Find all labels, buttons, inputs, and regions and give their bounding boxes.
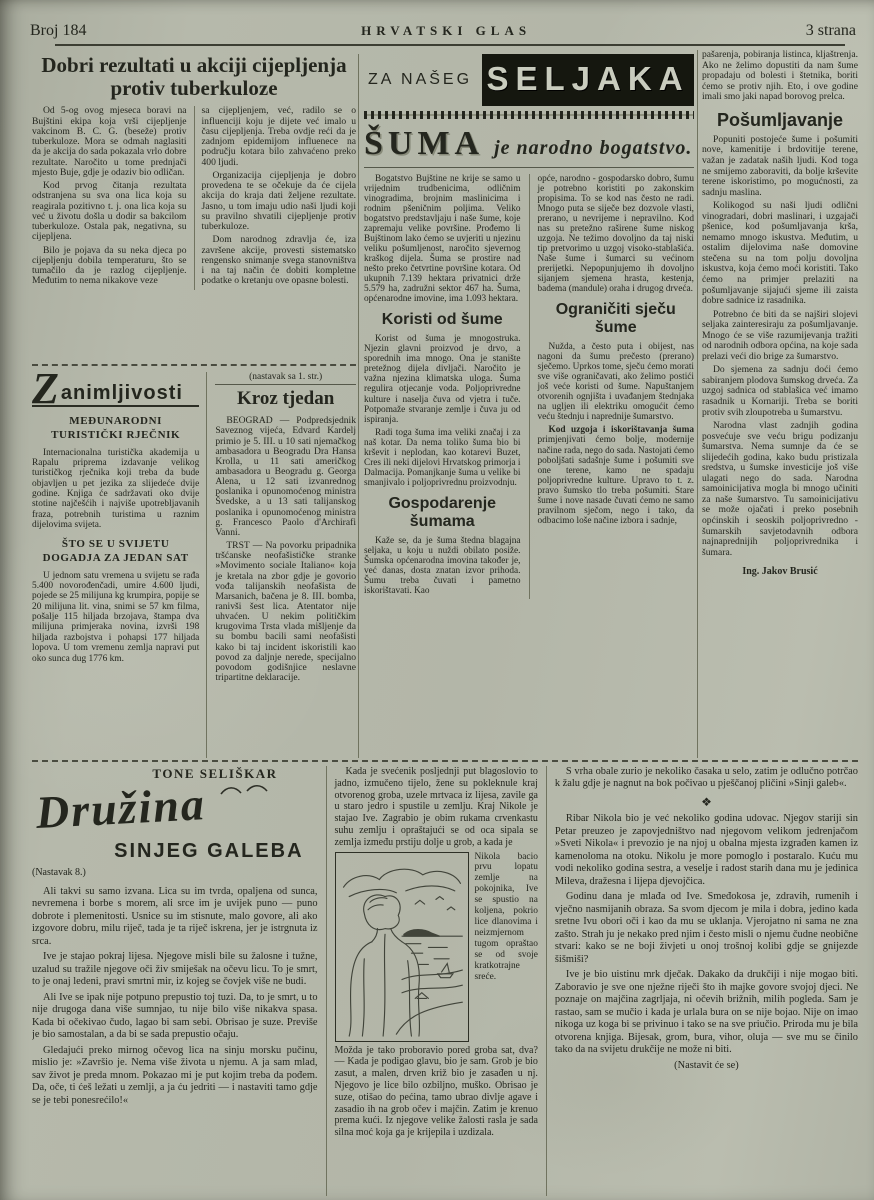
to-be-continued: (Nastavit će se) — [674, 1059, 739, 1071]
seljak-column-a — [364, 174, 529, 599]
suma-headline — [364, 125, 694, 168]
article-column — [194, 106, 357, 289]
paragraph: Organizacija cijepljenja je dobro provedena te se očekuje da će cijela akcija do kraja dati željene rezultate. Jasno, u tom imaju udio naši ljudi koji su pravilno shvatili cijepljenje protiv tuberkuloze. — [201, 169, 356, 233]
paragraph: Godinu dana je mlađa od Ive. Smeđokosa je, zdravih, rumenih i vječno nasmijanih obraza. Sa svom djecom je mila i dobra, jedino kada sretne Ivu obori oči i kao da mu se uklanja. Vjerojatno ni sama ne zna zašto. Strah ju je nekako pred njim i često misli o njemu čudne neobične stvari: kako se ne boji živjeti u onoj trošnoj kolibi gdje se gnijezde šišmiši? — [554, 891, 858, 965]
paragraph: Kada je svećenik posljednji put blagoslovio to jadno, izmučeno tijelo, žene su pokleknule kraj otvorenog groba, uzele mrtvaca iz lijesa, zavile ga u staro jedro i spustile u zemlju. Kraj Nikole je stajao Ive. Zagrabio je obim rukama crvenkastu suhu zemlju i opraštajući se od oca sipala se zemlja između prstiju dolje u grob, a kada je — [334, 766, 538, 848]
paragraph: Bilo je pojava da su neka djeca po cijepljenju dobila temperaturu, što se tumačilo da je razlog cijepljenje. Međutim to nema nikakove veze — [32, 244, 187, 287]
column-rule — [697, 50, 698, 758]
paragraph: Do sjemena za sadnju doći ćemo sabiranjem plodova šumskog drveća. Za uzgoj sadnica od stablašica već imamo rasadnik u Kornariji. Treba se boriti protiv svih zloupotreba u šumarstvu. — [702, 364, 858, 418]
article-column — [32, 106, 194, 289]
section-divider — [32, 760, 858, 762]
page-number: 3 strana — [805, 22, 856, 39]
issue-number: Broj 184 — [30, 22, 87, 39]
zanimljivosti-section — [32, 372, 206, 758]
serial-section — [32, 766, 858, 1196]
serial-author: TONE SELIŠKAR — [152, 766, 278, 781]
bold-lead: Kod uzgoja i iskorištavanja šuma — [548, 425, 694, 436]
flower-ornament-icon: ❖ — [701, 794, 712, 809]
paragraph: Kod uzgoja i iskorištavanja šuma primjenjivati ćemo bolje, modernije načine rada, nego do sada. Nastojati ćemo poboljšati sadašnje šume i pošumiti sve one terene, kamo ne spadaju poljoprivredne kulture. Upravo to t. z. pravo šumsko tlo treba pošumiti. Stare šume i nove nasade čuvati ćemo ne samo pravilnom sječom, nego i tako, da odbacimo loše načine izbora i sadnje, — [537, 425, 694, 526]
paragraph: Popuniti postojeće šume i pošumiti nove, kamenitije i brdovitije terene, važan je zadatak naših ljudi. Kod toga ne smijemo zaboraviti, da bolje krševite terene iskoristimo, po mogućnosti, za sadnju maslina. — [702, 133, 858, 198]
paragraph: BEOGRAD — Podpredsjednik Saveznog vijeća, Edvard Kardelj primio je 5. III. u 10 sati njemačkog ambasadora u Beogradu Dra Hansa Krolla, u 11 sati američkog ambasadora u Beogradu g. Georga Alena, u 12 sati izvanrednog poslanika i opunomoćenog ministra Švedske, a u 13 sati talijanskog poslanika i opunomoćenog ministra g. Francesco Paolo d'Archirafi Vanni. — [215, 415, 356, 538]
paragraph: Radi toga šuma ima veliki značaj i za naš kotar. Da nema toliko šuma bio bi krševit i neplodan, kao kotarevi Buzet, Cres ili neki dijelovi Hrvatskog primorja i Dalmacija. Pomanjkanje šuma u velike bi smanjivalo i poljoprivrednu proizvodnju. — [364, 427, 521, 488]
heading-posumljavanje: Pošumljavanje — [716, 109, 844, 130]
paragraph: Internacionalna turistička akademija u Rapalu priprema izdavanje velikog turističkog rječnika koji treba da bude objavljen u pet jezika za slijedeće dvije godine. Knjiga će sadržavati oko dvije stotine najčešćih i najviše upotrebljavanih fraza, potrebnih turistima u raznim dijelovima svijeta. — [32, 447, 200, 530]
paragraph: Ali Ive se ipak nije potpuno prepustio toj tuzi. Da, to je smrt, u to nije drugoga dana više sumnjao, tu nije bilo više nikakva spasa. Kada bi očekivao čudo, lagao bi sam sebi. Obrisao je suze. Previše je bio samostalan, a da bi se sada prepustio očaju. — [32, 991, 318, 1041]
paragraph: Kolikogod su naši ljudi odlični vinogradari, dobri maslinari, i uzgajači pšenice, kod pošumljavanja krša, nemamo mnogo iskustva. Međutim, u ostalim dijelovima naše domovine stečena su na tom polju dovoljna iskustva, koja ćemo moći koristiti. Tako ćemo na primjer prelaziti na pošumljavanje sijajući sjeme ili zaista dobre sadnice iz rasadnika. — [702, 200, 858, 307]
paragraph: Nikola bacio prvu lopatu zemlje na pokojnika, Ive se spustio na koljena, pokrio lice dlanovima i neizmjernom tugom opraštao se od svoje kratkotrajne sreće. — [474, 851, 538, 982]
paragraph: Od 5-og ovog mjeseca boravi na Bujštini ekipa koja vrši cijepljenje vakcinom B. C. G. (beseže) protiv tuberkuloze. Mora se odmah naglasiti da je akcija do sada pokazala vrlo dobre rezultate. Naročito u tome prednjači mjesto Buje, gdje je odaziv bio odličan. — [32, 105, 187, 178]
paragraph: pašarenja, pobiranja listinca, kljaštrenja. Ako ne želimo dopustiti da nam šume propadaju od bolesti i štetnika, boriti ćemo se protiv njih. Eto, i ove godine imali smo jaki napad borovog prelca. — [702, 50, 858, 103]
paragraph: opće, narodno - gospodarsko dobro, šumu je potrebno koristiti po zakonskim propisima. To se kod nas često ne radi. Mnogo puta se siječe bez dozvole vlasti, prerano, u nevrijeme i nepravilno. Kod nas su pretežno raširene šume niskog uzgoja. Ne težimo dovoljno da taj niski tip pretvorimo u uzgoj visoko-stablašića. Naše šume i šumarci su većinom prerijetki. Nepopunjujemo ih dovoljno sijanjem sjemena hrasta, kestenja, badema (mandule) oraha i drugog drveća. — [537, 174, 694, 295]
paragraph: Možda je tako proboravio pored groba sat, dva? — Kada je podigao glavu, bio je sam. Grob je bio zasut, a malen, drven križ bio je zasađen u nj. Njegovo je lice bilo ozbiljno, muško. Obrisao je suze, otišao do pećina, tamo ubrao divlje agave i zasadio ih na grob očev i majčin. Zatim je krenuo prema kući. Iz njegove velike žalosti rasla je sada silna moć koja ga je krijepila i uzdizala. — [334, 1044, 538, 1139]
kroz-tjedan-title: Kroz tjedan — [237, 388, 335, 410]
seljak-section — [364, 54, 694, 758]
paragraph: sa cijepljenjem, već, radilo se o influenciji koju je dijete već imalo u času cijepljenja. Treba ovdje reći da je zadnjom epidemijom influenece na području kotara bilo zahvaćeno preko 400 ljudi. — [201, 105, 356, 168]
paragraph: Ribar Nikola bio je već nekoliko godina udovac. Njegov stariji sin Petar preuzeo je zapovjedništvo nad njegovom velikom jedrenjačom »Sveti Nikola« i prevozio je na njoj u obalna mjesta izgrađen kamen iz kamenoloma na otoku. Nikolu je more pomoglo i postaralo. Kuću mu vodi nekoliko godina sestra, a veselje i radost starih dana mu je jedinica Mileva, dražesna i lijepa djevojčica. — [554, 813, 858, 887]
left-lower-section — [32, 372, 356, 758]
paragraph: TRST — Na povorku pripadnika tršćanske neofašističke stranke »Movimento sociale Italiano« koja je kretala na zbor gdje je govorio vođa talijanskih neofašista de Marsanich, bačena je 8. III. bomba, ranivši šest lica. Atentator nije uhvaćen. U nekim političkim krugovima Trsta vlada mišljenje da su bombu bacili sami neofašisti kako bi taj incident iskoristili kao povod za daljnje nerede, specijalno povodom godišnjice neslavne tripartitne deklaracije. — [215, 540, 356, 684]
serial-column-right — [547, 766, 858, 1196]
masthead: HRVATSKI GLAS — [361, 23, 532, 38]
serial-title: Družina — [34, 778, 208, 838]
subsection-title: ŠTO SE U SVIJETU DOGADJA ZA JEDAN SAT — [42, 538, 189, 564]
subsection-title: MEĐUNARODNI TURISTIČKI RJEČNIK — [51, 415, 181, 441]
banner-title: SELJAKA — [482, 54, 694, 106]
paragraph: Kod prvog čitanja rezultata odstranjena su sva ona lica koja su reagirala pozitivno t. j. ona lica koja su već u životu došla u dodir sa bakcilom tuberkuloze. Ostala pak, negativna, su cijepljena. — [32, 180, 187, 243]
gulls-icon — [218, 782, 272, 798]
author-signature: Ing. Jakov Brusić — [742, 566, 818, 578]
paragraph: Ali takvi su samo izvana. Lica su im tvrda, opaljena od sunca, nevremena i borbe s morem, ali srce im je uvijek puno — puno dobrote i plemenitosti. Usnice su im stisnute, malo govore, ali ako izgovore dobru, milu riječ, tada je ta riječ iskrena, jer je istrgnuta iz srca. — [32, 886, 318, 947]
banner-prefix: ZA NAŠEG — [368, 71, 473, 88]
kroz-tjedan-section — [206, 372, 356, 758]
paragraph: U jednom satu vremena u svijetu se rađa 5.400 novorođenčadi, umire 4.600 ljudi, pojede se 25 milijuna kg krumpira, popije se 20 milijuna lit. vina, snimi se 57 km filma, pošalje 115 hiljada brzojava, štampa dva milijuna primjeraka novina, izvrši 198 hiljada razbojstva i pohapsi 177 hiljada lopova. U tom vremenu zemlja napravi put oko sunca dug 1776 km. — [32, 570, 200, 664]
continuation-note: (nastavak sa 1. str.) — [215, 372, 356, 385]
paragraph: Korist od šuma je mnogostruka. Njezin glavni proizvod je drvo, a sporednih ima mnogo. Ona je stanište pretežnog dijela divljači. Naročito je važna njezina klimatska uloga. Šuma regulira otjecanje voda. Poljoprivredne kulture i naselja čuva od vjetra i tuče. Potpomaže stvaranje zemlje i čuva ju od ispiranja. — [364, 334, 521, 425]
header-rule — [55, 44, 845, 46]
heading-ograniciti: Ograničiti sječu šume — [555, 301, 676, 337]
page-header — [30, 22, 856, 40]
column-rule — [358, 54, 359, 758]
seljak-column-b — [529, 174, 695, 599]
headline-tagline: je narodno bogatstvo. — [494, 137, 693, 159]
headline-word: ŠUMA — [364, 125, 485, 162]
section-divider — [32, 364, 356, 366]
paragraph: Gledajući preko mirnog očevog lica na sinju morsku pučinu, mislio je: »Završio je. Nema više života u njemu. A ja sam mlad, sav život je preda mnom. Pokazao mi je put kojim treba da pođem. Da, oče, ti ćeš ležati u zemlji, a ja ću jedriti — i nastaviti tamo gdje se je tebi ponesrećilo!« — [32, 1044, 318, 1106]
heading-gospodarenje: Gospodarenje šumama — [388, 494, 497, 530]
paragraph: Ive je stajao pokraj lijesa. Njegove misli bile su žalosne i tužne, uzalud su tražile njegove oči živ smiješak na očevu licu. To je smrt, to je onaj ledeni, pravi smrtni mir, iz kojeg se čovjek više ne budi. — [32, 951, 318, 988]
paragraph: Potrebno će biti da se najširi slojevi seljaka zainteresiraju za pošumljavanje. Mnogo će se više razumijevanja tražiti od narodnih odbora općina, na koje sada prelazi veći dio brige za šumarstvo. — [702, 308, 858, 362]
paragraph: Dom narodnog zdravlja će, iza završene akcije, provesti sistematsko rengensko snimanje svega stanovništva i na taj način će dobiti kompletne podatke o kretanju ove opasne bolesti. — [201, 234, 356, 287]
ornament-strip — [364, 111, 694, 119]
article-title: Dobri rezultati u akciji cijepljenja protiv tuberkuloze — [41, 53, 347, 100]
drop-initial: Z — [32, 372, 59, 413]
serial-column-middle — [326, 766, 547, 1196]
article-tuberkuloza — [32, 54, 356, 290]
paragraph: Bogatstvo Bujštine ne krije se samo u vrijednim trudbenicima, odličnim vinogradima, brojnim maslinicima i rodnim pšeničnim poljima. Veliko bogatstvo predstavljaju i naše šume, koje zapremaju velike površine. Prođemo li Bujštinom lako ćemo se uvjeriti u njezinu veliku pošumljenost, naročito sjevernog kraškog dijela. Šuma se prostire nad nešto preko četvrtine površine kotara. Od ukupnih 7.139 hektara privatnici drže 5.579 ha, zadružni sektor 467 ha. Šuma, općenarodne imovine, ima 1.093 hektara. — [364, 174, 521, 305]
paragraph: Nužda, a često puta i obijest, nas nagoni da šumu prečesto (prerano) sječemo. Uprkos tome, sječu ćemo morati sve više ograničavati, ako želimo postići još veće koristi od šume. Napuštanjem otvorenih ognjišta i uvađanjem štednjaka na ugljen ili elektriku omogućit ćemo veću štednju i naprednije šumarstvo. — [537, 342, 694, 423]
paragraph: Kaže se, da je šuma štedna blagajna seljaka, u koju u nuždi obilato posiže. Šumska općenarodna imovina također je, već danas, dosta znatan izvor prihoda. Šumu treba čuvati i pametno iskorištavati. Kao — [364, 535, 521, 596]
seljak-banner — [364, 54, 694, 106]
serial-column-left — [32, 766, 326, 1196]
paragraph: Ive je bio uistinu mrk dječak. Dakako da drukčiji i nije mogao biti. Zaboravio je sve one nježne riječi što ih majke govore svojoj djeci. Ne poznaje on majčina zagrljaja, ni očevih brižnih, milih pogleda. Sam je rastao, sam se mučio i kada je urlala bura on se nije bojao. Nije on imao nikoga uz koga bi se privinuo i tako se na sve priučio. Priroda mu je bila otvorena knjiga. Bijesak, grom, bura, vihor, oluja — sve mu se činilo tako da na svijetu drukčije ne može ni biti. — [554, 969, 858, 1056]
seaside-illustration — [335, 852, 469, 1042]
paragraph: S vrha obale zurio je nekoliko časaka u selo, zatim je odlučno potrčao k žalu gdje je nagnut na bok počivao u pješčanoj pličini »Sinji galeb«. — [554, 766, 858, 790]
continuation-note: (Nastavak 8.) — [32, 867, 86, 878]
heading-koristi: Koristi od šume — [381, 311, 503, 329]
paragraph: Narodna vlast zadnjih godina posvećuje sve veću brigu podizanju šumarstva. Nema sumnje da će se slijedećih godina, kako budu pristizala sredstva, u šumske investicije još više ulagati nego do sada. Narodna samoinicijativa mogla bi mnogo učiniti za naše šumarstvo. Tu samoinicijativu se može ojačati i preko posebnih općinskih i seoskih poljoprivredno - šumarskih savjetodavnih odbora najnaprednijih poljoprivrednika i šumara. — [702, 420, 858, 558]
seljak-column-c — [702, 50, 858, 760]
serial-subtitle: SINJEG GALEBA — [114, 840, 304, 862]
zanimljivosti-header: Z animljivosti — [32, 372, 199, 407]
